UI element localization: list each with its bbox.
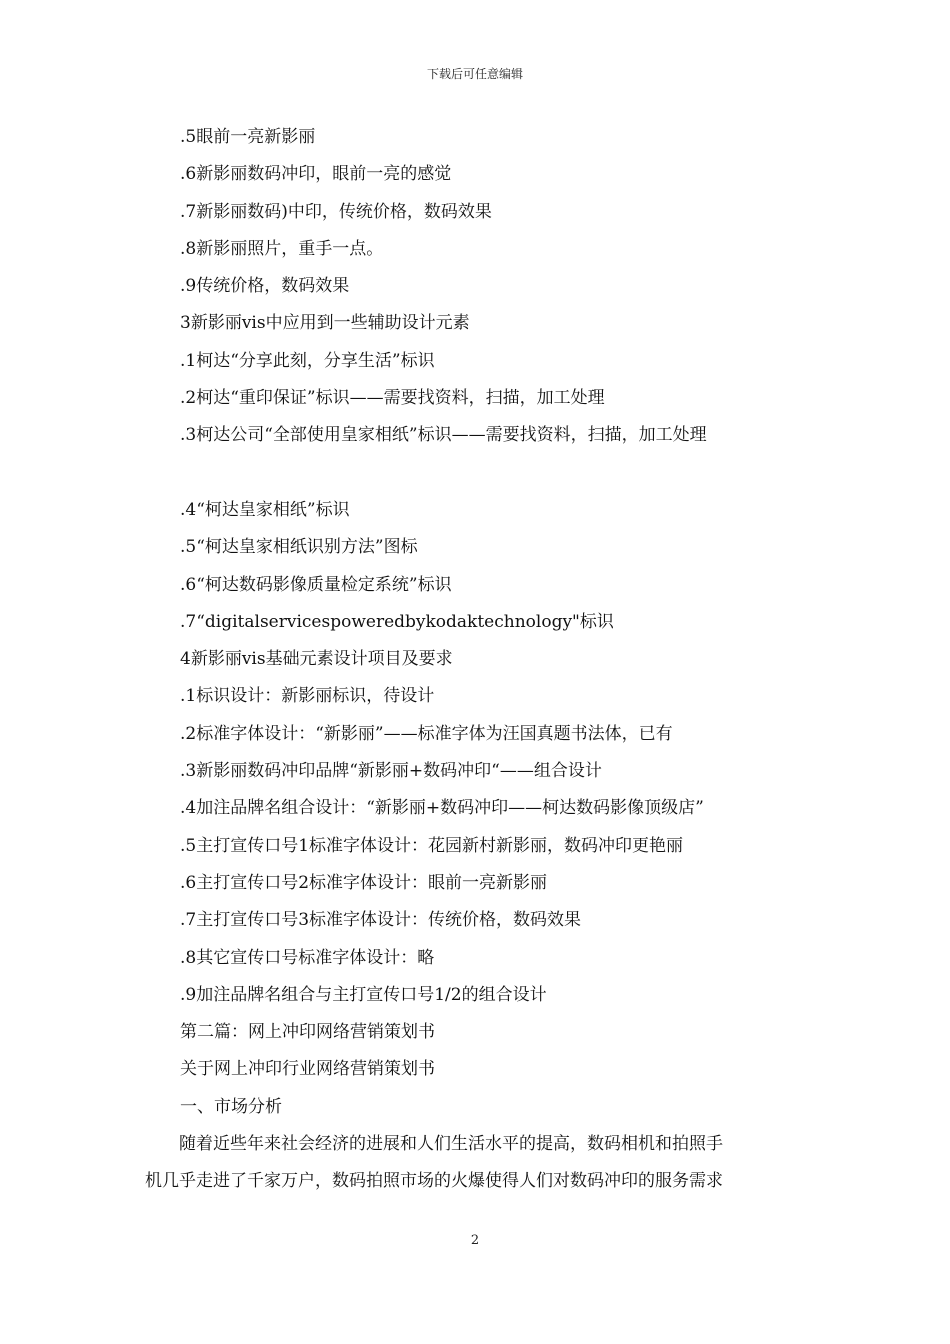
text-line: .5主打宣传口号1标准字体设计：花园新村新影丽，数码冲印更艳丽 [180,835,684,856]
text-line: .6“柯达数码影像质量检定系统”标识 [180,574,452,595]
text-line: .9加注品牌名组合与主打宣传口号1/2的组合设计 [180,984,547,1005]
section-heading: 一、市场分析 [180,1096,282,1117]
page-number: 2 [470,1233,480,1248]
text-line: .3柯达公司“全部使用皇家相纸”标识——需要找资料，扫描，加工处理 [180,425,707,446]
text-line: .6主打宣传口号2标准字体设计：眼前一亮新影丽 [180,872,548,893]
text-line: .5眼前一亮新影丽 [180,127,316,147]
document-body [180,119,820,1126]
document-title: 关于网上冲印行业网络营销策划书 [180,1059,435,1080]
text-line: .2标准字体设计：“新影丽”——标准字体为汪国真题书法体，已有 [180,723,673,744]
text-line: .7新影丽数码)中印，传统价格，数码效果 [180,201,492,222]
blank-line [180,455,820,492]
text-line: .1标识设计：新影丽标识，待设计 [180,686,435,707]
text-line: .5“柯达皇家相纸识别方法”图标 [180,537,418,558]
page-header: 下载后可任意编辑 [426,67,523,81]
text-line: .4加注品牌名组合设计：“新影丽+数码冲印——柯达数码影像顶级店” [180,798,704,819]
body-paragraph [145,1126,810,1201]
paragraph-line: 随着近些年来社会经济的进展和人们生活水平的提高，数码相机和拍照手 [179,1134,723,1154]
section-heading: 4新影丽vis基础元素设计项目及要求 [180,649,453,670]
paragraph-line: 机几乎走进了千家万户，数码拍照市场的火爆使得人们对数码冲印的服务需求 [145,1171,723,1192]
section-heading: 3新影丽vis中应用到一些辅助设计元素 [180,313,470,334]
text-line: .7主打宣传口号3标准字体设计：传统价格，数码效果 [180,910,582,931]
text-line: .9传统价格，数码效果 [180,276,350,297]
chapter-title: 第二篇：网上冲印网络营销策划书 [180,1022,435,1043]
text-line: .4“柯达皇家相纸”标识 [180,499,350,520]
text-line: .7“digitalservicespoweredbykodaktechnology"标识 [180,611,614,632]
text-line: .3新影丽数码冲印品牌“新影丽+数码冲印“——组合设计 [180,761,602,782]
text-line: .8其它宣传口号标准字体设计：略 [180,947,435,968]
text-line: .1柯达“分享此刻，分享生活”标识 [180,350,435,371]
text-line: .8新影丽照片，重手一点。 [180,238,384,259]
text-line: .2柯达“重印保证”标识——需要找资料，扫描，加工处理 [180,388,605,409]
text-line: .6新影丽数码冲印，眼前一亮的感觉 [180,164,452,185]
